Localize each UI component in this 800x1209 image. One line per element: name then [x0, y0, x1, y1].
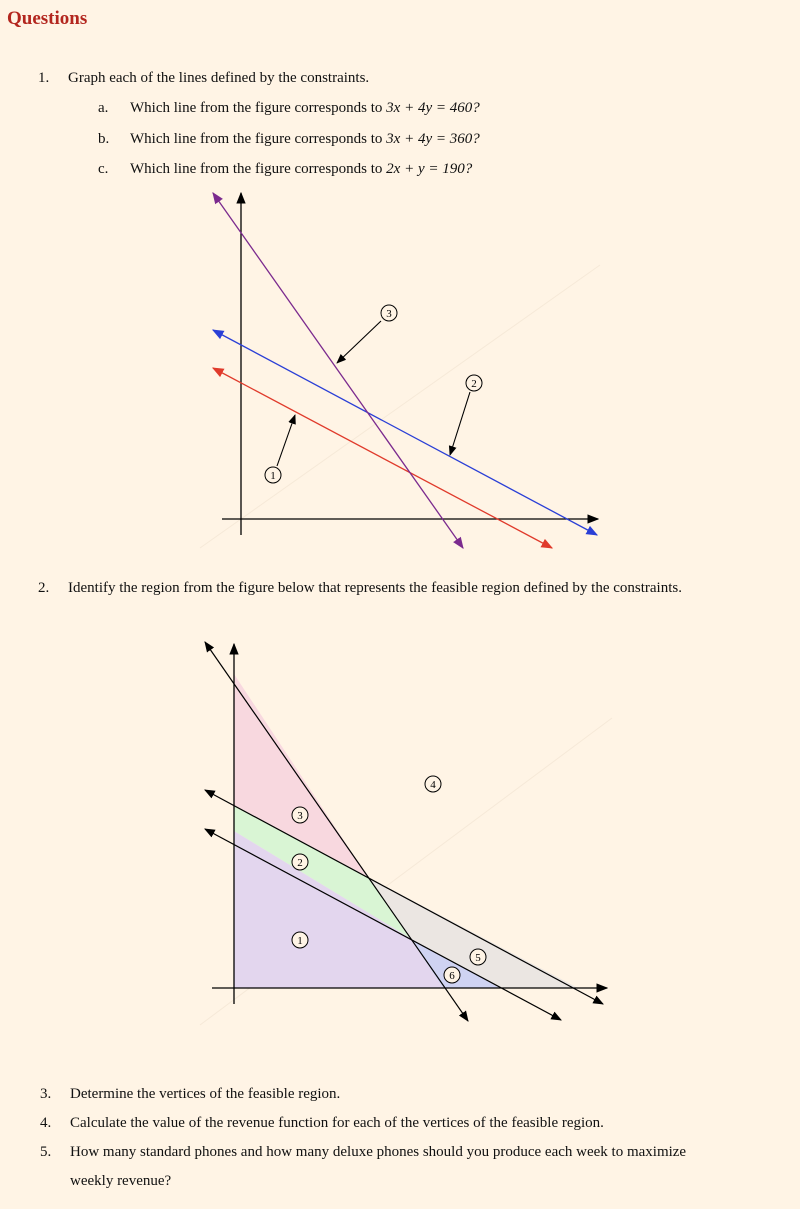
question-5-continued: weekly revenue? [70, 1173, 172, 1189]
line-label-3 [381, 305, 397, 321]
question-1a-equation: 3x + 4y = 460? [386, 100, 480, 116]
figure-1-faint-guide [200, 265, 600, 548]
question-4-number: 4. [40, 1115, 52, 1131]
question-1c-letter: c. [98, 161, 109, 177]
question-3-text: Determine the vertices of the feasible region. [70, 1086, 341, 1102]
svg-text:2: 2 [471, 378, 477, 390]
question-1a-letter: a. [98, 100, 109, 116]
question-3 [40, 1084, 340, 1104]
svg-text:6: 6 [449, 970, 455, 982]
question-1b-equation: 3x + 4y = 360? [386, 131, 480, 147]
region-label-2 [292, 854, 308, 870]
lines-figure [0, 0, 800, 580]
line-3 [213, 193, 463, 548]
question-4-text: Calculate the value of the revenue function for each of the vertices of the feasible region. [70, 1115, 604, 1131]
question-5-number: 5. [40, 1144, 52, 1160]
question-5-text: How many standard phones and how many deluxe phones should you produce each week to maximize [70, 1144, 687, 1160]
region-label-4 [425, 776, 441, 792]
question-5 [40, 1142, 686, 1162]
region-label-1 [292, 932, 308, 948]
line-2 [213, 330, 597, 535]
question-4 [40, 1113, 604, 1133]
page-heading: Questions [7, 8, 88, 29]
question-2-number: 2. [38, 580, 50, 596]
regions-figure [0, 620, 800, 1040]
svg-text:4: 4 [430, 779, 436, 791]
question-1b-letter: b. [98, 131, 110, 147]
region-label-3 [292, 807, 308, 823]
pointer-arrow-1 [277, 415, 295, 466]
line-label-1 [265, 467, 281, 483]
line-label-2 [466, 375, 482, 391]
question-1a-text: Which line from the figure corresponds to [130, 100, 383, 116]
question-3-number: 3. [40, 1086, 52, 1102]
pointer-arrow-3 [337, 321, 381, 363]
question-2-text: Identify the region from the figure below that represents the feasible region defined by the constraints. [68, 580, 682, 596]
svg-text:5: 5 [475, 952, 481, 964]
line-1 [213, 368, 552, 548]
question-1c-equation: 2x + y = 190? [386, 161, 473, 177]
question-1-number: 1. [38, 70, 50, 86]
svg-text:2: 2 [297, 857, 303, 869]
svg-text:1: 1 [297, 935, 303, 947]
svg-text:3: 3 [386, 308, 392, 320]
pointer-arrow-2 [450, 392, 470, 455]
svg-text:3: 3 [297, 810, 303, 822]
question-1-text: Graph each of the lines defined by the constraints. [68, 70, 370, 86]
svg-text:1: 1 [270, 470, 276, 482]
region-label-5 [470, 949, 486, 965]
question-1c-text: Which line from the figure corresponds to [130, 161, 383, 177]
region-label-6 [444, 967, 460, 983]
question-2 [38, 578, 682, 598]
question-1b-text: Which line from the figure corresponds to [130, 131, 383, 147]
